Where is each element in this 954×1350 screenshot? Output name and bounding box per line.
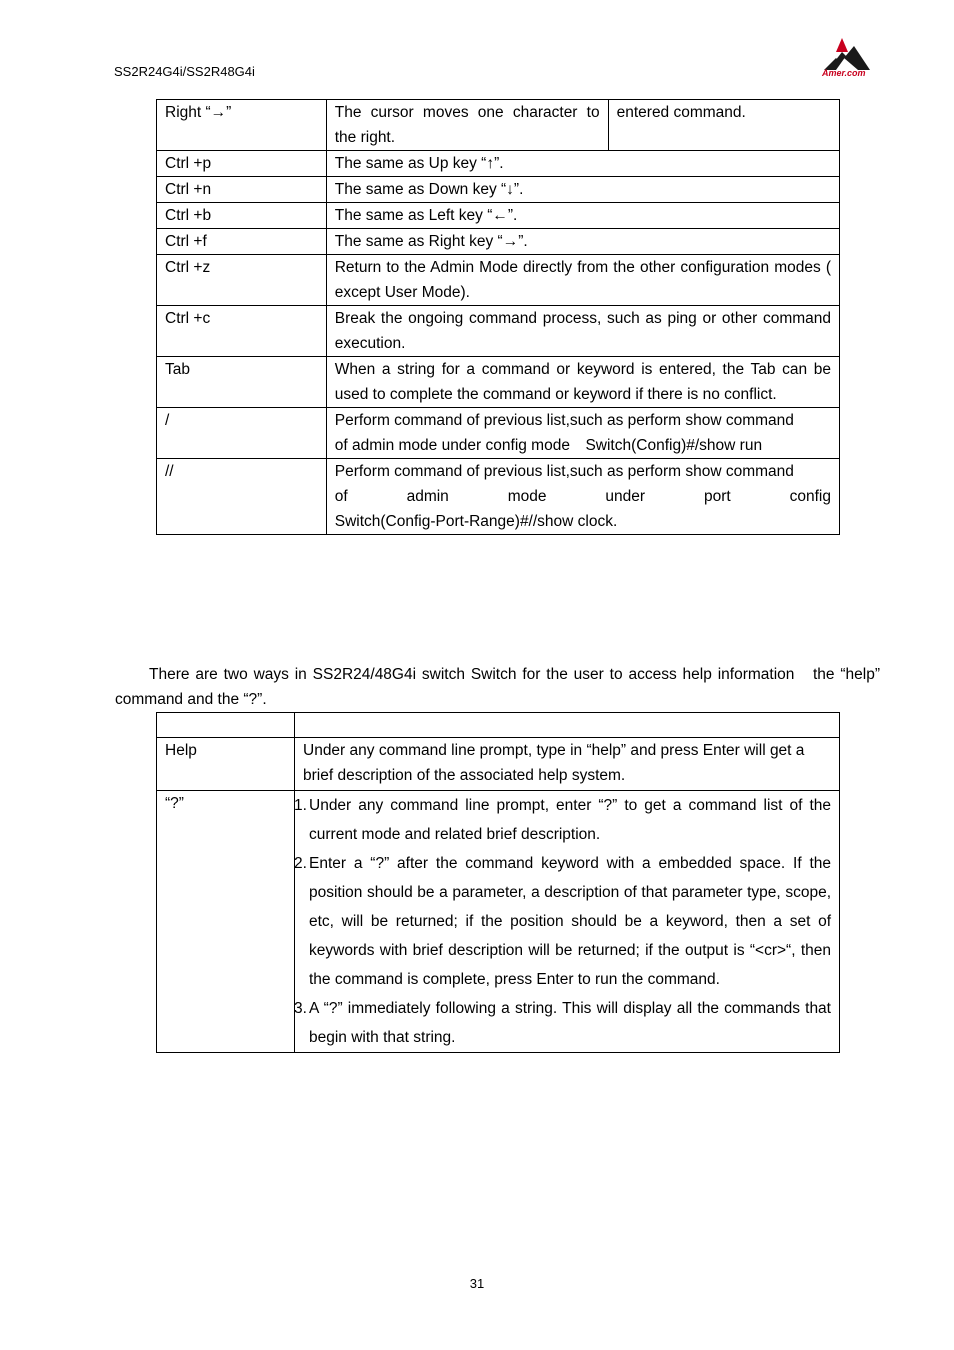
description-cell: Break the ongoing command process, such as ping or other command execution. (326, 306, 839, 357)
list-item (294, 791, 831, 849)
item-number: 2. (294, 855, 307, 872)
key-cell: “?” (157, 791, 295, 1053)
key-cell: Ctrl +p (157, 151, 327, 177)
table-row (157, 357, 840, 408)
page-number: 31 (469, 1276, 485, 1291)
description-cell (326, 459, 839, 535)
description-cell (295, 713, 840, 738)
description-cell: The same as Right key “→”. (326, 229, 839, 255)
table-row (157, 738, 840, 791)
key-cell: Help (157, 738, 295, 791)
description-line: of admin mode under port config (334, 488, 831, 505)
description-line: of admin mode under config mode Switch(Config)#/show run (334, 437, 763, 454)
key-cell: // (157, 459, 327, 535)
key-cell: Ctrl +c (157, 306, 327, 357)
intro-text: There are two ways in SS2R24/48G4i switch Switch for the user to access help information the “help” command and the “?”. (115, 666, 880, 708)
table-row (157, 306, 840, 357)
help-table (156, 712, 840, 1053)
key-cell: Ctrl +n (157, 177, 327, 203)
item-text: Enter a “?” after the command keyword with a embedded space. If the position should be a parameter, a description of that parameter type, scope, etc, will be returned; if the position should be a keyword, then a set of keywords with brief description will be returned; if the output is “<cr>“, then the command is complete, press Enter to run the command. (309, 855, 831, 988)
help-steps-list (294, 791, 831, 1052)
description-cell: The same as Down key “↓”. (326, 177, 839, 203)
table-row (157, 203, 840, 229)
description-cell: Return to the Admin Mode directly from the other configuration modes ( except User Mode). (326, 255, 839, 306)
key-cell: Ctrl +b (157, 203, 327, 229)
list-item (294, 994, 831, 1052)
table-row (157, 791, 840, 1053)
key-cell: Right “→” (157, 100, 327, 151)
key-cell: Ctrl +z (157, 255, 327, 306)
key-cell: Ctrl +f (157, 229, 327, 255)
extra-cell: entered command. (608, 100, 839, 151)
table-row (157, 177, 840, 203)
table-row (157, 229, 840, 255)
table-row (157, 255, 840, 306)
list-item (294, 849, 831, 994)
item-number: 1. (294, 797, 307, 814)
help-intro-paragraph (115, 662, 880, 712)
description-cell: The same as Left key “←”. (326, 203, 839, 229)
item-text: Under any command line prompt, enter “?” to get a command list of the current mode and related brief description. (309, 797, 831, 843)
item-text: A “?” immediately following a string. This will display all the commands that begin with that string. (309, 1000, 831, 1046)
table-row (157, 459, 840, 535)
description-line: Perform command of previous list,such as perform show command (334, 463, 794, 480)
table-row (157, 151, 840, 177)
description-cell (326, 408, 839, 459)
key-cell (157, 713, 295, 738)
item-number: 3. (294, 1000, 307, 1017)
description-cell: Under any command line prompt, type in “help” and press Enter will get a brief description of the associated help system. (295, 738, 840, 791)
description-cell: When a string for a command or keyword is entered, the Tab can be used to complete the command or keyword if there is no conflict. (326, 357, 839, 408)
description-cell (295, 791, 840, 1053)
table-row (157, 713, 840, 738)
table-row (157, 100, 840, 151)
key-cell: Tab (157, 357, 327, 408)
description-cell: The same as Up key “↑”. (326, 151, 839, 177)
shortcut-keys-table (156, 99, 840, 535)
description-line: Switch(Config-Port-Range)#//show clock. (334, 513, 618, 530)
description-cell: The cursor moves one character to the right. (326, 100, 608, 151)
logo-wordmark: Amer.com (822, 68, 866, 78)
table-row (157, 408, 840, 459)
document-model-header: SS2R24G4i/SS2R48G4i (114, 64, 255, 79)
description-line: Perform command of previous list,such as perform show command (334, 412, 794, 429)
key-cell: / (157, 408, 327, 459)
